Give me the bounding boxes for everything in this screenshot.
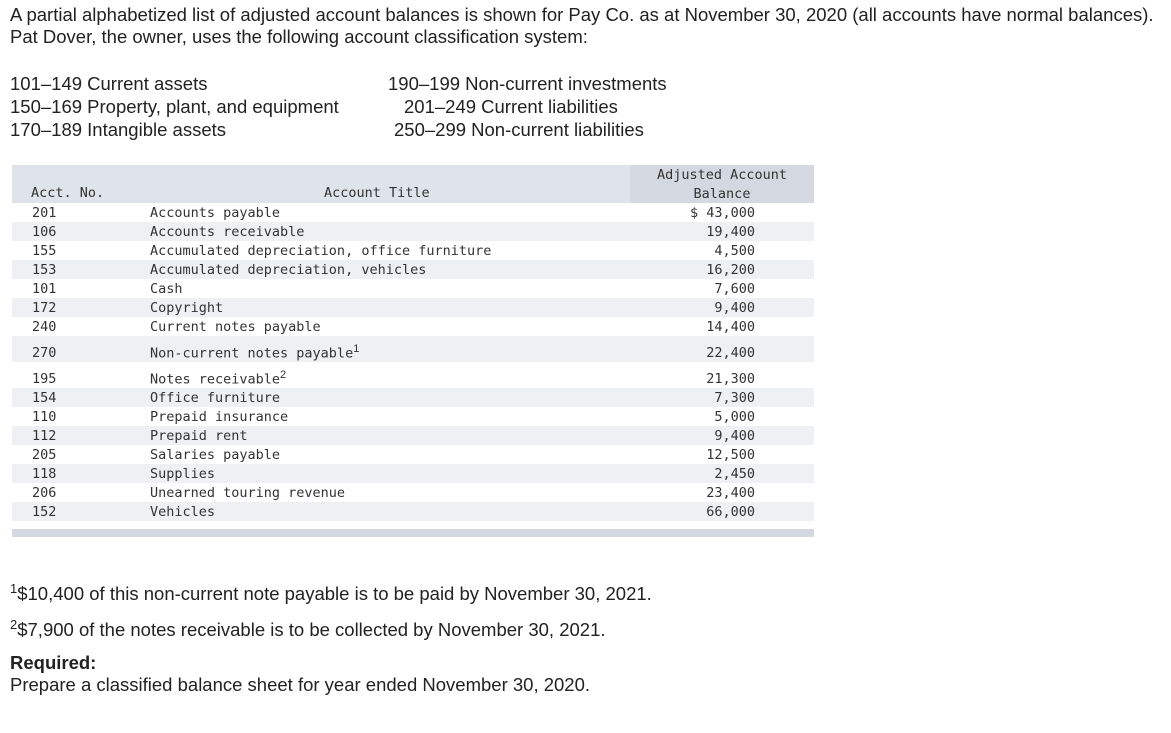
account-title-text: Prepaid rent bbox=[150, 428, 248, 444]
account-title-text: Non-current notes payable bbox=[150, 345, 354, 361]
acct-no-cell: 195 bbox=[32, 371, 57, 387]
acct-no-cell: 106 bbox=[32, 224, 57, 240]
table-row bbox=[12, 336, 814, 362]
acct-no-cell: 101 bbox=[32, 281, 57, 297]
balance-cell: 4,500 bbox=[714, 243, 755, 259]
classification-item: 101–149 Current assets bbox=[10, 73, 208, 94]
account-title-cell bbox=[150, 300, 223, 316]
table-row bbox=[12, 279, 814, 298]
balance-cell: 2,450 bbox=[714, 466, 755, 482]
acct-no-cell: 205 bbox=[32, 447, 57, 463]
account-title-text: Accumulated depreciation, office furniture bbox=[150, 243, 492, 259]
header-account-title: Account Title bbox=[324, 185, 430, 201]
account-title-cell bbox=[150, 262, 426, 278]
balance-cell: 22,400 bbox=[706, 345, 755, 361]
acct-no-cell: 206 bbox=[32, 485, 57, 501]
footnote-mark: 1 bbox=[10, 581, 18, 596]
acct-no-cell: 118 bbox=[32, 466, 57, 482]
balance-cell: 7,300 bbox=[714, 390, 755, 406]
acct-no-cell: 154 bbox=[32, 390, 57, 406]
account-title-text: Current notes payable bbox=[150, 319, 321, 335]
balance-cell: $ 43,000 bbox=[689, 205, 755, 221]
balance-cell: 14,400 bbox=[706, 319, 755, 335]
account-title-cell bbox=[150, 504, 215, 520]
balance-cell: 66,000 bbox=[706, 504, 755, 520]
table-row bbox=[12, 362, 814, 388]
footnote-2 bbox=[10, 609, 652, 645]
account-title-text: Accumulated depreciation, vehicles bbox=[150, 262, 427, 278]
account-title-cell bbox=[150, 224, 304, 240]
classification-item: 250–299 Non-current liabilities bbox=[394, 119, 644, 140]
acct-no-cell: 153 bbox=[32, 262, 57, 278]
table-row bbox=[12, 388, 814, 407]
table-row bbox=[12, 222, 814, 241]
classification-item: 170–189 Intangible assets bbox=[10, 119, 227, 140]
required-text: Prepare a classified balance sheet for year ended November 30, 2020. bbox=[10, 674, 591, 695]
account-title-cell bbox=[150, 466, 215, 482]
balance-cell: 23,400 bbox=[706, 485, 755, 501]
account-title-text: Vehicles bbox=[150, 504, 216, 520]
footnote-1 bbox=[10, 573, 652, 609]
account-title-cell bbox=[150, 205, 280, 221]
table-body bbox=[12, 203, 814, 521]
acct-no-cell: 240 bbox=[32, 319, 57, 335]
acct-no-cell: 155 bbox=[32, 243, 57, 259]
table-row bbox=[12, 407, 814, 426]
classification-list-right bbox=[388, 72, 667, 141]
account-title-text: Cash bbox=[150, 281, 183, 297]
footnote-mark: 2 bbox=[10, 617, 18, 633]
account-title-cell bbox=[150, 428, 248, 444]
problem-intro: A partial alphabetized list of adjusted account balances is shown for Pay Co. as at November 30, 2020 (all accounts have normal balances). Pat Dover, the owner, uses the following account classification system: bbox=[10, 4, 1154, 47]
account-balances-table bbox=[12, 165, 814, 537]
table-row bbox=[12, 445, 814, 464]
account-title-text: Office furniture bbox=[150, 390, 281, 406]
account-title-cell bbox=[150, 243, 491, 259]
account-title-text: Prepaid insurance bbox=[150, 409, 289, 425]
header-balance-line2: Balance bbox=[693, 186, 751, 202]
table-row bbox=[12, 502, 814, 521]
classification-item: 201–249 Current liabilities bbox=[404, 96, 618, 117]
balance-cell: 5,000 bbox=[714, 409, 755, 425]
footnote-text: $7,900 of the notes receivable is to be collected by November 30, 2021. bbox=[17, 619, 606, 641]
account-title-text: Supplies bbox=[150, 466, 216, 482]
header-balance-line1: Adjusted Account bbox=[656, 167, 788, 183]
balance-cell: 12,500 bbox=[706, 447, 755, 463]
table-row bbox=[12, 241, 814, 260]
header-balance bbox=[632, 166, 812, 204]
table-row bbox=[12, 317, 814, 336]
acct-no-cell: 201 bbox=[32, 205, 57, 221]
account-title-cell bbox=[150, 447, 280, 463]
balance-cell: 21,300 bbox=[706, 371, 755, 387]
balance-cell: 16,200 bbox=[706, 262, 755, 278]
classification-item: 190–199 Non-current investments bbox=[388, 73, 667, 94]
classification-item: 150–169 Property, plant, and equipment bbox=[10, 96, 339, 117]
table-row bbox=[12, 298, 814, 317]
classification-list-left bbox=[10, 72, 339, 141]
account-title-text: Unearned touring revenue bbox=[150, 485, 346, 501]
footnotes bbox=[10, 573, 652, 645]
account-title-cell bbox=[150, 390, 280, 406]
table-row bbox=[12, 464, 814, 483]
account-title-cell bbox=[150, 343, 359, 362]
account-title-cell bbox=[150, 281, 183, 297]
account-title-text: Accounts payable bbox=[150, 205, 281, 221]
account-title-text: Notes receivable bbox=[150, 371, 281, 387]
footnote-ref: 2 bbox=[280, 368, 287, 381]
account-title-text: Accounts receivable bbox=[150, 224, 305, 240]
balance-cell: 9,400 bbox=[714, 300, 755, 316]
header-acct-no: Acct. No. bbox=[31, 185, 105, 201]
account-title-cell bbox=[150, 369, 286, 388]
footnote-text: $10,400 of this non-current note payable is to be paid by November 30, 2021. bbox=[17, 583, 652, 605]
table-row bbox=[12, 426, 814, 445]
account-title-cell bbox=[150, 485, 345, 501]
table-footer-bar bbox=[12, 529, 814, 537]
acct-no-cell: 152 bbox=[32, 504, 57, 520]
account-title-text: Salaries payable bbox=[150, 447, 281, 463]
account-title-cell bbox=[150, 409, 288, 425]
balance-cell: 19,400 bbox=[706, 224, 755, 240]
table-row bbox=[12, 483, 814, 502]
balance-cell: 9,400 bbox=[714, 428, 755, 444]
acct-no-cell: 270 bbox=[32, 345, 57, 361]
account-title-cell bbox=[150, 319, 321, 335]
balance-cell: 7,600 bbox=[714, 281, 755, 297]
account-title-text: Copyright bbox=[150, 300, 224, 316]
acct-no-cell: 112 bbox=[32, 428, 57, 444]
table-row bbox=[12, 203, 814, 222]
required-label: Required: bbox=[10, 652, 97, 673]
required-section bbox=[10, 652, 590, 696]
table-header bbox=[12, 165, 814, 203]
table-row bbox=[12, 260, 814, 279]
acct-no-cell: 110 bbox=[32, 409, 57, 425]
footnote-ref: 1 bbox=[353, 342, 360, 355]
acct-no-cell: 172 bbox=[32, 300, 57, 316]
